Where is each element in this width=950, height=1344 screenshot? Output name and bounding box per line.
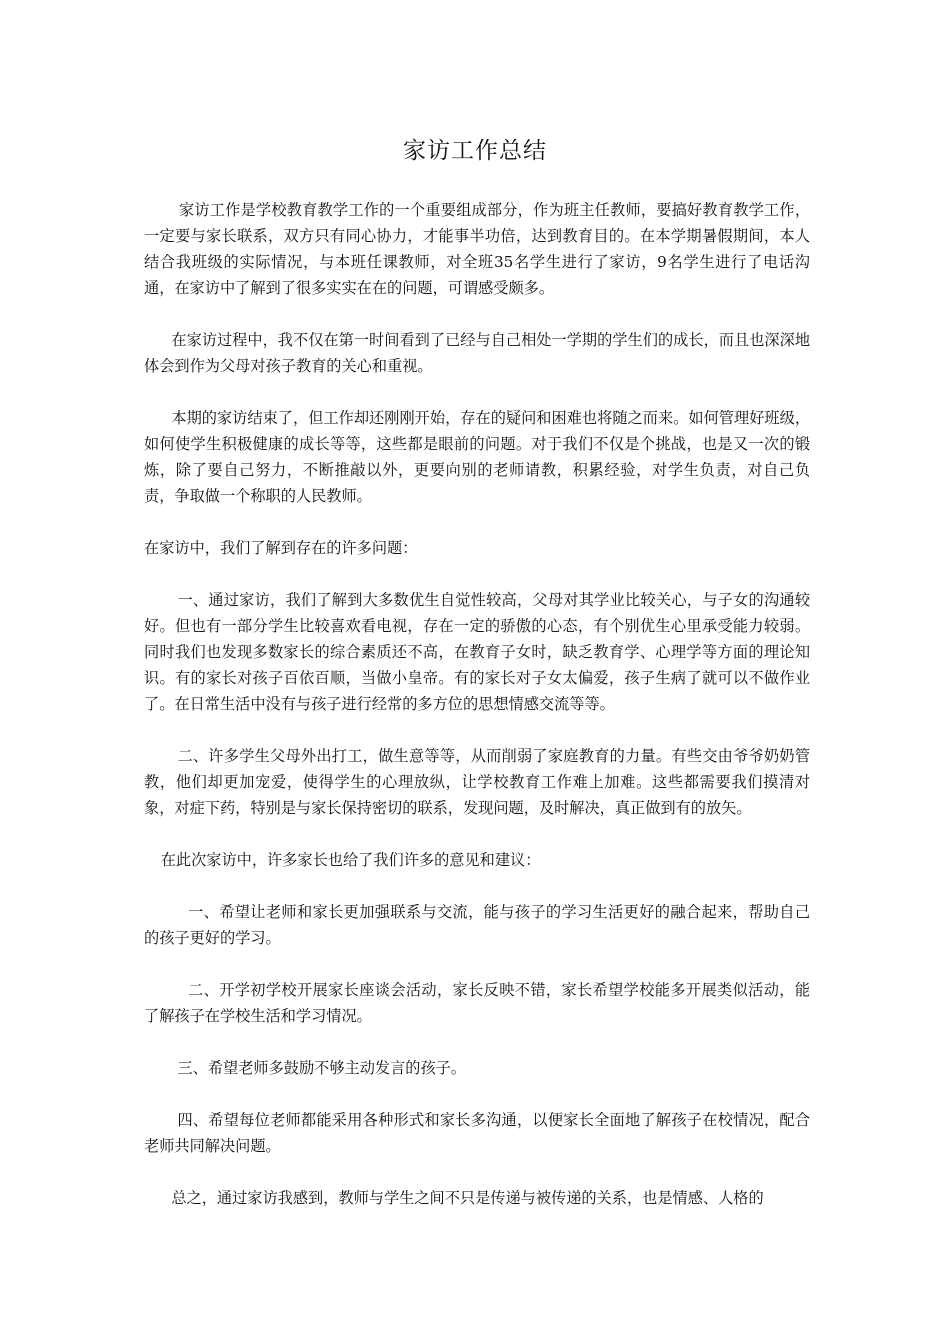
paragraph-conclusion: 总之，通过家访我感到，教师与学生之间不只是传递与被传递的关系，也是情感、人格的 (171, 1189, 764, 1207)
paragraph-problem-1: 一、通过家访，我们了解到大多数优生自觉性较高，父母对其学业比较关心，与子女的沟通较好。但也有一部分学生比较喜欢看电视，存在一定的骄傲的心态，有个别优生心里承受能力较弱。同时我们也发现多数家长的综合素质还不高，在教育子女时，缺乏教育学、心理学等方面的理论知识。有的家长对孩子百依百顺，当做小皇帝。有的家长对子女太偏爱，孩子生病了就可以不做作业了。在日常生活中没有与孩子进行经常的多方位的思想情感交流等等。 (144, 591, 810, 713)
paragraph-process: 在家访过程中，我不仅在第一时间看到了已经与自己相处一学期的学生们的成长，而且也深深地体会到作为父母对孩子教育的关心和重视。 (144, 331, 810, 375)
paragraph-suggestions-heading: 在此次家访中，许多家长也给了我们许多的意见和建议： (160, 851, 541, 869)
paragraph-suggestion-4: 四、希望每位老师都能采用各种形式和家长多沟通，以便家长全面地了解孩子在校情况，配合老师共同解决问题。 (144, 1111, 810, 1155)
paragraph-intro: 家访工作是学校教育教学工作的一个重要组成部分，作为班主任教师，要搞好教育教学工作，一定要与家长联系，双方只有同心协力，才能事半功倍，达到教育目的。在本学期暑假期间，本人结合我班级的实际情况，与本班任课教师，对全班35名学生进行了家访，9名学生进行了电话沟通，在家访中了解到了很多实实在在的问题，可谓感受颇多。 (144, 201, 810, 297)
paragraph-reflection: 本期的家访结束了，但工作却还刚刚开始，存在的疑问和困难也将随之而来。如何管理好班级，如何使学生积极健康的成长等等，这些都是眼前的问题。对于我们不仅是个挑战，也是又一次的锻炼，除了要自己努力，不断推敲以外，更要向别的老师请教，积累经验，对学生负责，对自己负责，争取做一个称职的人民教师。 (144, 409, 810, 505)
paragraph-problem-2: 二、许多学生父母外出打工，做生意等等，从而削弱了家庭教育的力量。有些交由爷爷奶奶管教，他们却更加宠爱，使得学生的心理放纵，让学校教育工作难上加难。这些都需要我们摸清对象，对症下药，特别是与家长保持密切的联系，发现问题，及时解决，真正做到有的放矢。 (144, 747, 810, 817)
paragraph-suggestion-1: 一、希望让老师和家长更加强联系与交流，能与孩子的学习生活更好的融合起来，帮助自己的孩子更好的学习。 (144, 903, 810, 947)
paragraph-suggestion-3: 三、希望老师多鼓励不够主动发言的孩子。 (177, 1059, 466, 1077)
paragraph-suggestion-2: 二、开学初学校开展家长座谈会活动，家长反映不错，家长希望学校能多开展类似活动，能了解孩子在学校生活和学习情况。 (144, 981, 810, 1025)
paragraph-problems-heading: 在家访中，我们了解到存在的许多问题： (144, 539, 418, 557)
document-title: 家访工作总结 (403, 138, 547, 164)
document-body (144, 197, 810, 1237)
